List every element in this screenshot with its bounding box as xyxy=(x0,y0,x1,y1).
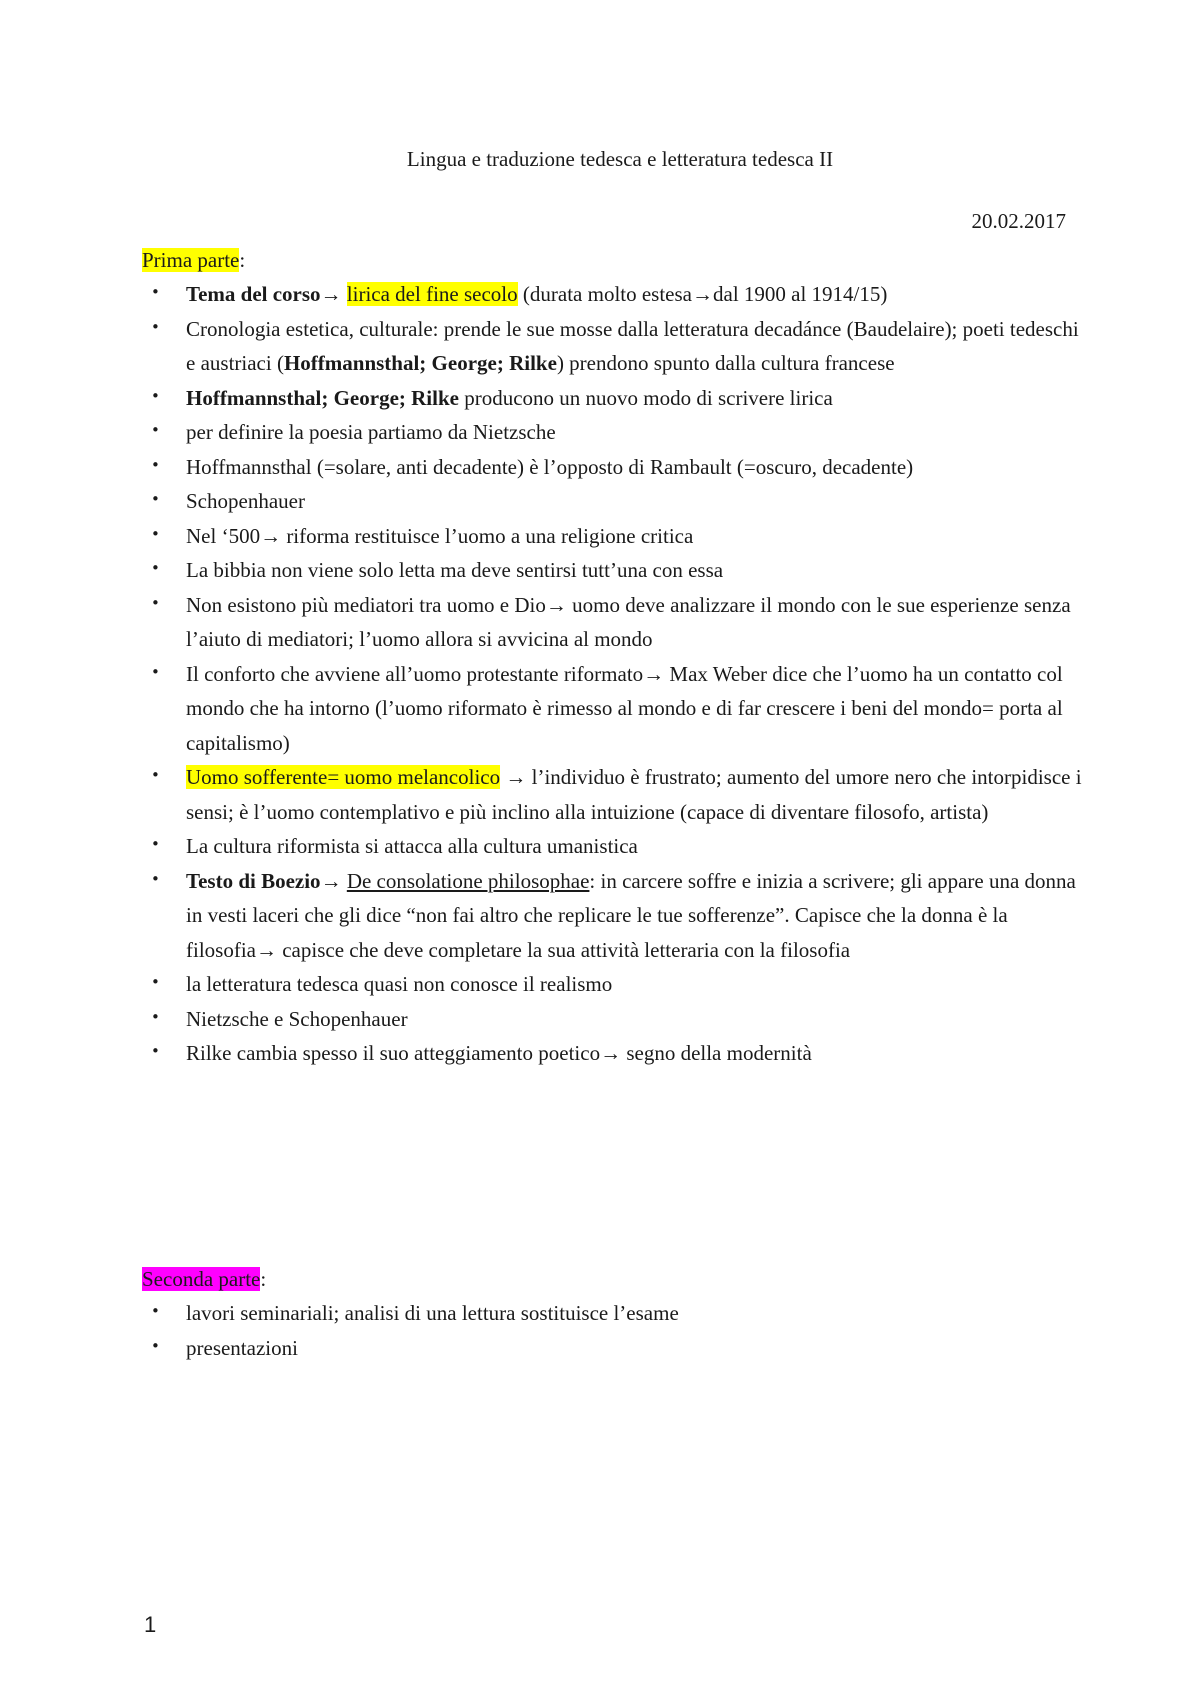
item-bold: Testo di Boezio xyxy=(186,868,321,893)
item-text: Rilke cambia spesso il suo atteggiamento poetico→ segno della modernità xyxy=(186,1041,812,1065)
document-title: Lingua e traduzione tedesca e letteratura tedesca II xyxy=(406,147,834,171)
list-item xyxy=(142,519,1082,554)
item-text: lavori seminariali; analisi di una lettura sostituisce l’esame xyxy=(186,1301,679,1325)
bullet-icon: • xyxy=(151,524,160,543)
list-item xyxy=(142,553,1082,588)
list-item xyxy=(142,415,1082,450)
bullet-icon: • xyxy=(151,1302,160,1320)
item-text: presentazioni xyxy=(186,1335,298,1360)
bullet-icon: • xyxy=(151,593,160,612)
item-bold: Hoffmannsthal; George; Rilke xyxy=(283,351,557,375)
bullet-icon: • xyxy=(151,973,160,991)
item-arrow: → xyxy=(320,282,347,306)
list-item xyxy=(142,1002,1082,1037)
bullet-icon: • xyxy=(151,662,160,681)
list-item xyxy=(142,864,1082,968)
item-text: Hoffmannsthal (=solare, anti decadente) è l’opposto di Rambault (=oscuro, decadente) xyxy=(186,454,914,479)
document-date: 20.02.2017 xyxy=(971,209,1066,233)
bullet-icon: • xyxy=(151,421,160,439)
list-item xyxy=(142,657,1082,761)
item-text: → l’individuo è frustrato; aumento del umore nero che intorpidisce i sensi; è l’uomo contemplativo e più inclino alla intuizione (capace di diventare filosofo, artista) xyxy=(186,765,1082,824)
item-bold: Tema del corso xyxy=(186,282,321,306)
item-text: La bibbia non viene solo letta ma deve sentirsi tutt’una con essa xyxy=(186,558,724,582)
section-heading-seconda xyxy=(142,1264,266,1294)
section-heading-colon: : xyxy=(260,1267,267,1291)
bullet-icon: • xyxy=(151,835,160,853)
item-text: per definire la poesia partiamo da Nietzsche xyxy=(186,420,556,444)
bullet-icon: • xyxy=(151,1007,160,1026)
bullet-list-seconda xyxy=(142,1296,1082,1365)
item-bold: Hoffmannsthal; George; Rilke xyxy=(186,385,459,410)
item-text: producono un nuovo modo di scrivere lirica xyxy=(458,385,833,410)
section-heading-prima xyxy=(142,245,245,275)
bullet-icon: • xyxy=(151,1336,160,1355)
item-text: Non esistono più mediatori tra uomo e Dio→ uomo deve analizzare il mondo con le sue esperienze senza l’aiuto di mediatori; l’uomo allora si avvicina al mondo xyxy=(186,592,1071,651)
item-text: la letteratura tedesca quasi non conosce il realismo xyxy=(186,972,613,996)
bullet-icon: • xyxy=(151,1042,160,1060)
list-item xyxy=(142,588,1082,657)
section-heading-text: Seconda parte xyxy=(142,1267,261,1291)
item-text: Cronologia estetica, culturale: prende le sue mosse dalla letteratura decadánce (Baudelaire); poeti tedeschi e austriaci ( xyxy=(186,316,1079,375)
bullet-icon: • xyxy=(151,490,160,508)
section-heading-colon: : xyxy=(239,248,246,272)
list-item xyxy=(142,1296,1082,1331)
item-arrow: → xyxy=(320,868,347,893)
bullet-icon: • xyxy=(151,283,160,301)
list-item xyxy=(142,450,1082,485)
item-text: Schopenhauer xyxy=(186,489,305,513)
list-item xyxy=(142,829,1082,864)
bullet-icon: • xyxy=(151,455,160,474)
item-text: : in carcere soffre e inizia a scrivere; gli appare una donna in vesti laceri che gli dice “non fai altro che replicare le tue sofferenze”. Capisce che la donna è la filosofia→ capisce che deve completare la sua attività letteraria con la filosofia xyxy=(186,868,1076,962)
item-underline: De consolatione philosophae xyxy=(346,868,590,893)
bullet-list-prima xyxy=(142,277,1082,1071)
bullet-icon: • xyxy=(151,386,160,405)
list-item xyxy=(142,760,1082,829)
list-item xyxy=(142,484,1082,519)
page-number: 1 xyxy=(144,1612,157,1637)
section-heading-text: Prima parte xyxy=(142,248,240,272)
list-item xyxy=(142,967,1082,1002)
bullet-icon: • xyxy=(151,559,160,577)
list-item xyxy=(142,277,1082,312)
item-text: La cultura riformista si attacca alla cultura umanistica xyxy=(186,834,638,858)
item-text: (durata molto estesa→dal 1900 al 1914/15) xyxy=(517,282,888,306)
bullet-icon: • xyxy=(151,869,160,888)
list-item xyxy=(142,381,1082,416)
list-item xyxy=(142,1036,1082,1071)
item-highlight: Uomo sofferente= uomo melancolico xyxy=(186,765,501,789)
list-item xyxy=(142,1331,1082,1366)
list-item xyxy=(142,312,1082,381)
item-text: Nel ‘500→ riforma restituisce l’uomo a una religione critica xyxy=(186,523,694,548)
item-text: Nietzsche e Schopenhauer xyxy=(186,1006,408,1031)
item-text: ) prendono spunto dalla cultura francese xyxy=(556,351,895,375)
bullet-icon: • xyxy=(151,317,160,336)
bullet-icon: • xyxy=(151,766,160,784)
item-text: Il conforto che avviene all’uomo protestante riformato→ Max Weber dice che l’uomo ha un contatto col mondo che ha intorno (l’uomo riformato è rimesso al mondo e di far crescere i beni del mondo= porta al capitalismo) xyxy=(186,661,1063,755)
item-highlight: lirica del fine secolo xyxy=(346,282,518,306)
